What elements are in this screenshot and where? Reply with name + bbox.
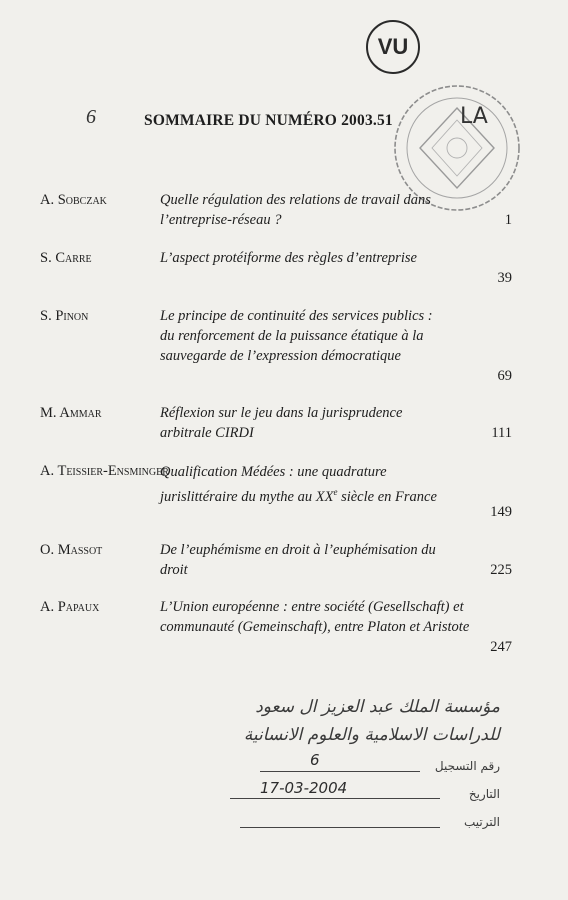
- entry-title: Réflexion sur le jeu dans la jurisprudence arbitrale CIRDI: [160, 405, 403, 441]
- handwritten-corner-note: LA: [460, 104, 488, 129]
- page-title: SOMMAIRE DU NUMÉRO 2003.51: [144, 112, 393, 129]
- entry-author: A. Sobczak: [40, 192, 107, 208]
- entry-title: L’aspect protéiforme des règles d’entreprise: [160, 250, 417, 266]
- entry-author: S. Carre: [40, 250, 92, 266]
- handwritten-number: 6: [86, 106, 96, 128]
- entry-title: Le principe de continuité des services publics : du renforcement de la puissance étatique à la sauvegarde de l’expression démocratique: [160, 308, 433, 364]
- entry-page-number: 1: [504, 212, 512, 228]
- entry-title: Quelle régulation des relations de travail dans l’entreprise-réseau ?: [160, 192, 431, 228]
- institution-name-line2: للدراسات الاسلامية والعلوم الانسانية: [243, 725, 500, 745]
- entry-page-number: 247: [490, 639, 512, 655]
- entry-author: M. Ammar: [40, 405, 102, 421]
- entry-title: [160, 462, 450, 507]
- entry-title: L’Union européenne : entre société (Gesellschaft) et communauté (Gemeinschaft), entre Platon et Aristote: [160, 599, 470, 635]
- institution-name-line1: مؤسسة الملك عبد العزيز ال سعود: [255, 697, 500, 717]
- date-rule: [230, 798, 440, 799]
- entry-title-superscript: e: [333, 487, 338, 497]
- entry-title-part: Qualification Médées : une quadrature jurislittéraire du mythe au XX: [160, 464, 387, 505]
- vu-stamp-text: VU: [377, 34, 409, 59]
- registration-stamp: [180, 695, 500, 845]
- entry-author: S. Pinon: [40, 308, 89, 324]
- entry-author: A. Papaux: [40, 599, 100, 615]
- entry-title-part: siècle en France: [337, 488, 437, 505]
- entry-page-number: 225: [490, 562, 512, 578]
- entry-page-number: 111: [491, 425, 512, 441]
- registration-number-rule: [260, 771, 420, 772]
- order-label: الترتيب: [464, 815, 500, 829]
- entry-page-number: 39: [497, 270, 512, 286]
- entry-author: A. Teissier-Ensminger: [40, 463, 169, 479]
- entry-page-number: 69: [497, 368, 512, 384]
- entry-page-number: 149: [490, 504, 512, 520]
- date-label: التاريخ: [468, 787, 500, 801]
- entry-title: De l’euphémisme en droit à l’euphémisation du droit: [160, 542, 436, 578]
- order-rule: [240, 827, 440, 828]
- registration-number-label: رقم التسجيل: [434, 759, 500, 773]
- entry-author: O. Massot: [40, 542, 103, 558]
- registration-number-value: 6: [310, 751, 320, 769]
- vu-stamp: [366, 20, 420, 74]
- date-value: 17-03-2004: [260, 779, 348, 797]
